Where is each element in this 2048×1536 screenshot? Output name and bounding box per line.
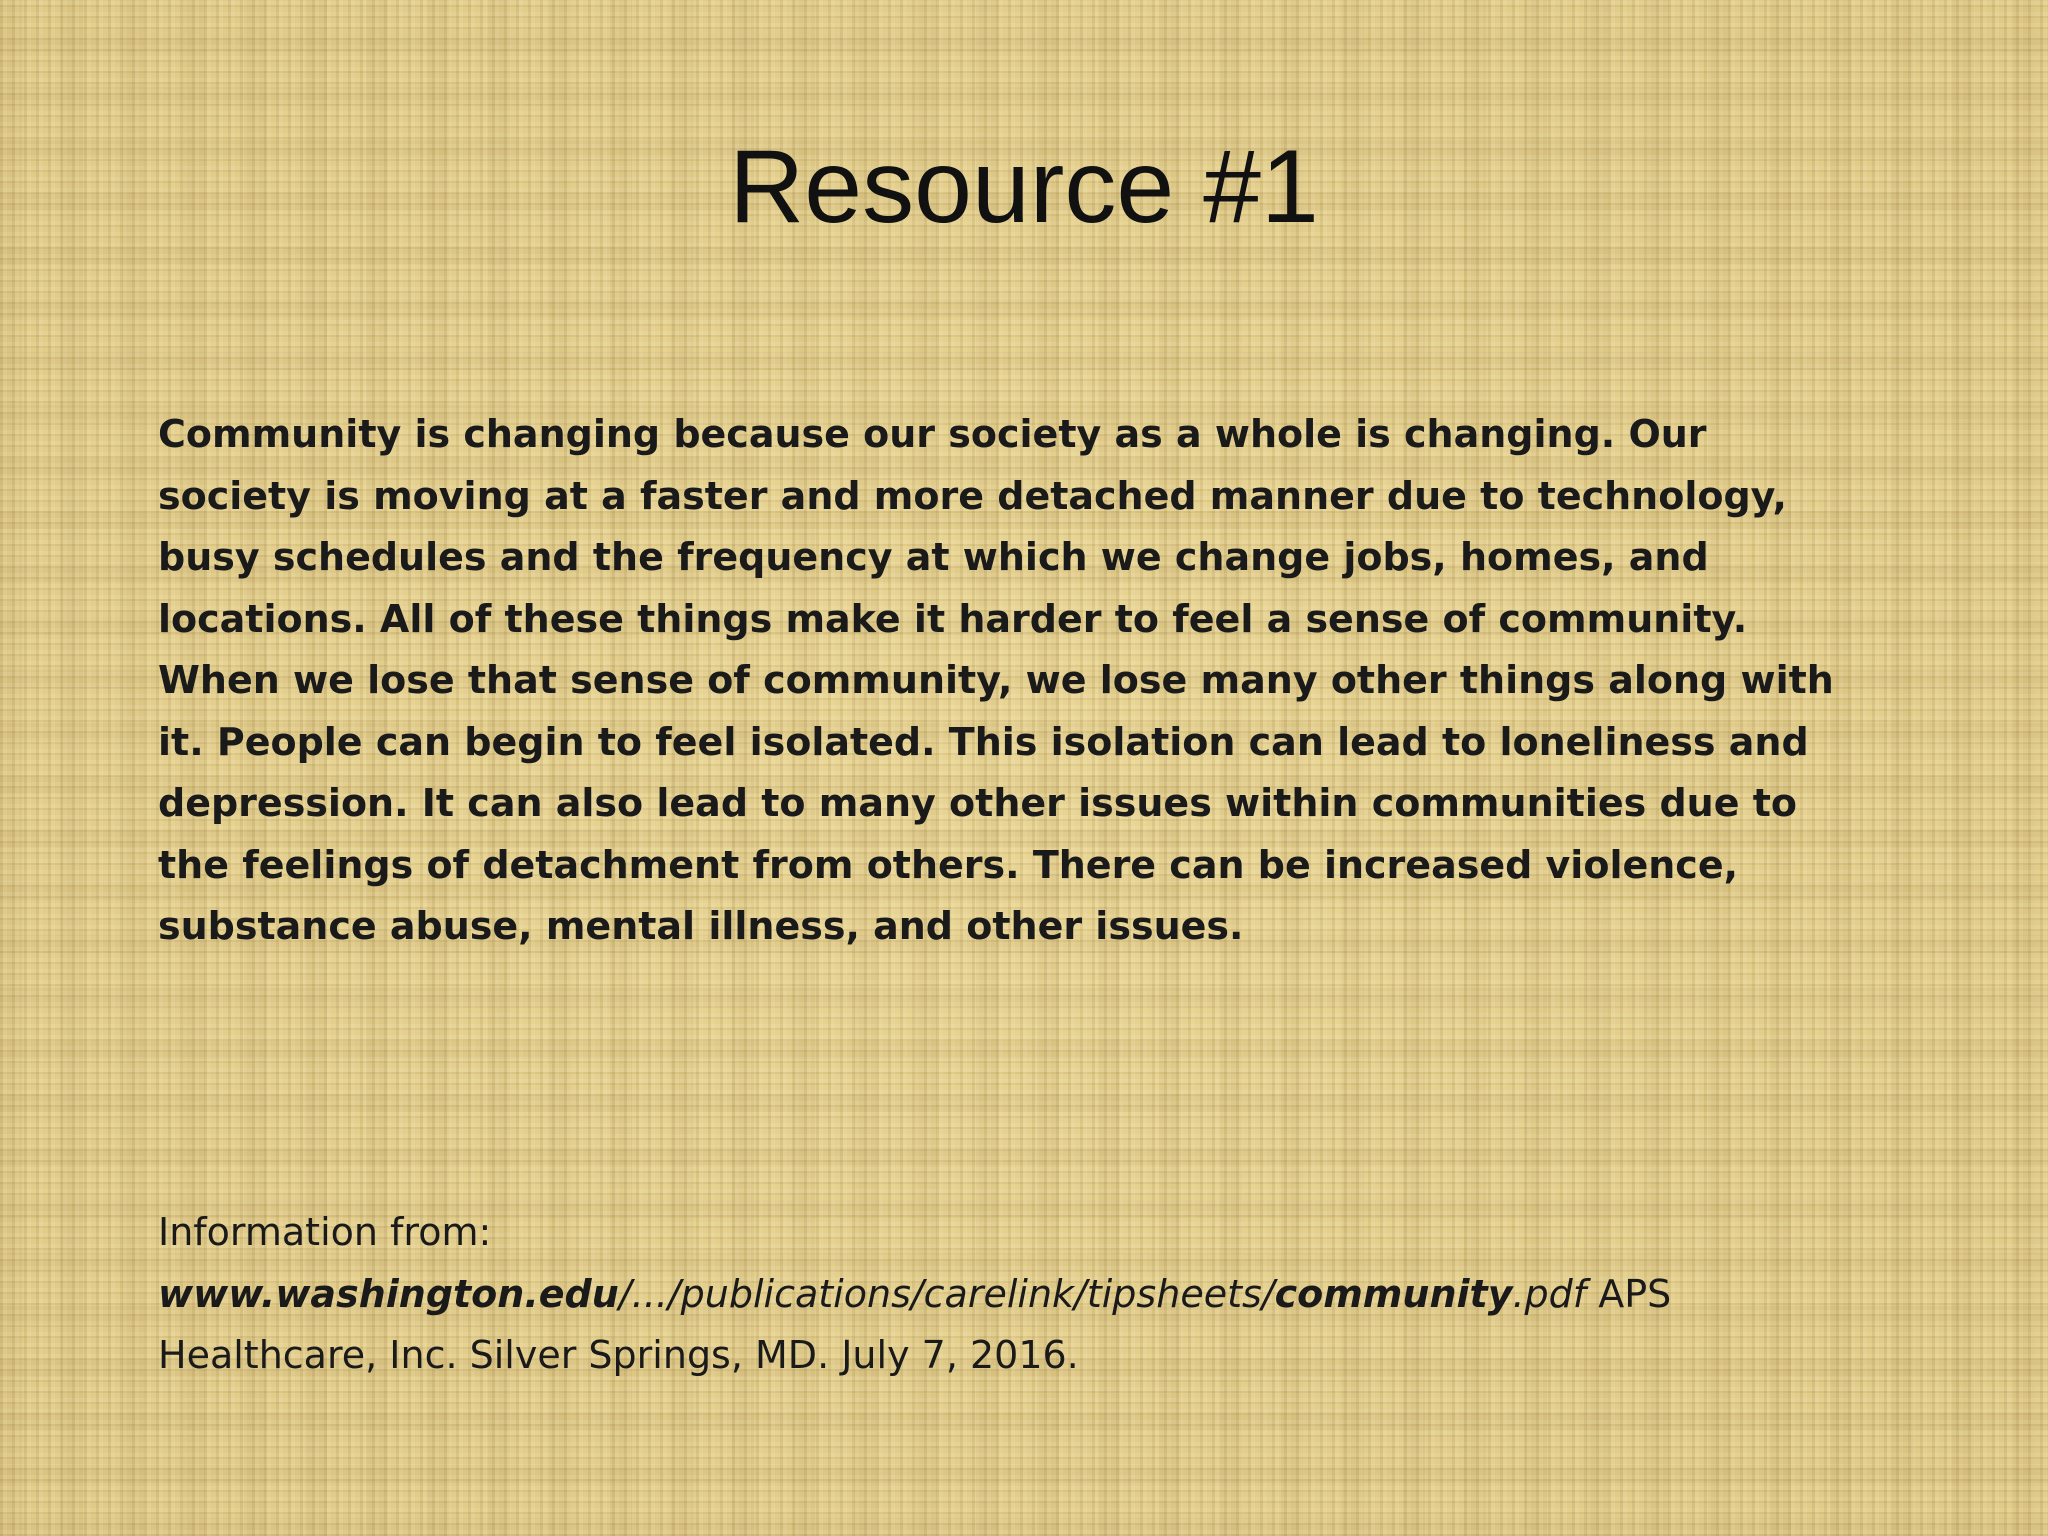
citation-label: Information from: xyxy=(158,1210,492,1254)
slide-title: Resource #1 xyxy=(729,129,1319,245)
citation-url-domain: www.washington.edu xyxy=(158,1271,619,1316)
body-paragraph: Community is changing because our society as a whole is changing. Our society is moving at a faster and more detached manner due to technology, busy schedules and the frequency at which we change jobs, homes, and locations. All of these things make it harder to feel a sense of community. When we lose that sense of community, we lose many other things along with it. People can begin to feel isolated. This isolation can lead to loneliness and depression. It can also lead to many other issues within communities due to the feelings of detachment from others. There can be increased violence, substance abuse, mental illness, and other issues. xyxy=(158,412,1834,948)
citation xyxy=(158,1202,1878,1387)
citation-url-path: /.../publications/carelink/tipsheets/ xyxy=(618,1271,1275,1316)
citation-after-url: APS xyxy=(1586,1271,1672,1316)
citation-url-ext: .pdf xyxy=(1512,1271,1587,1316)
citation-publisher: Healthcare, Inc. Silver Springs, MD. July 7, 2016. xyxy=(158,1333,1079,1377)
citation-url-file: community xyxy=(1274,1271,1513,1316)
citation-url-line xyxy=(158,1264,1878,1326)
